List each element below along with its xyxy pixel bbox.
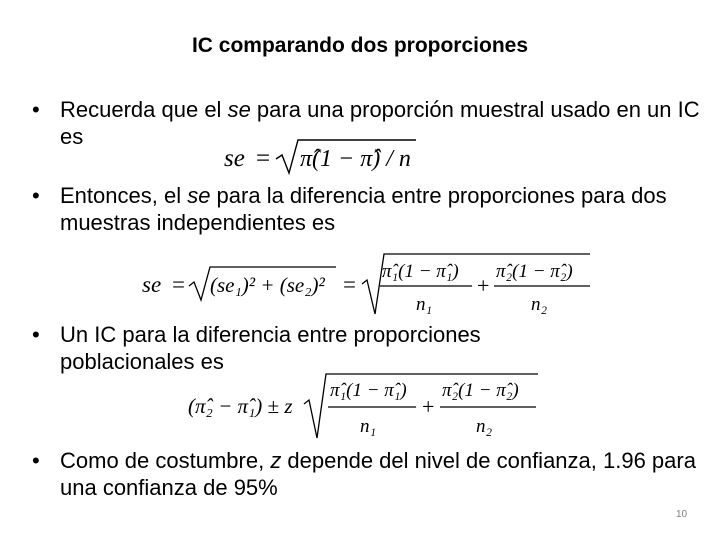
- fraction-2-numerator: π̂₂(1 − π̂₂): [496, 261, 573, 282]
- bullet-text: Recuerda que el se para una proporción muestral usado en un IC es: [60, 97, 700, 149]
- fraction-2-denominator: n₂: [531, 294, 548, 315]
- formula-radicand-se: (se₁)² + (se₂)²: [210, 273, 325, 297]
- formula-equals-2: =: [343, 272, 356, 297]
- fraction-1-numerator: π̂₁(1 − π̂₁): [382, 261, 459, 282]
- fraction-1-denominator: n₁: [360, 416, 377, 437]
- bullet-text: Como de costumbre, z depende del nivel de confianza, 1.96 para una confianza de 95%: [60, 448, 696, 500]
- bullet-marker: •: [32, 448, 40, 473]
- formula-se-diff: [140, 250, 600, 321]
- formula-radicand: π̂(1 − π̂) / n: [300, 146, 411, 172]
- formula-equals: =: [172, 272, 185, 297]
- formula-plus: +: [477, 273, 490, 298]
- bullet-marker: •: [32, 97, 40, 122]
- formula-lhs: se: [224, 145, 245, 172]
- bullet-text: Entonces, el se para la diferencia entre proporciones para dos muestras independientes es: [60, 183, 667, 235]
- bullet-ci: [32, 321, 592, 375]
- formula-equals: =: [256, 145, 271, 172]
- bullet-marker: •: [32, 322, 40, 347]
- formula-plus: +: [422, 394, 435, 419]
- formula-ci: [186, 368, 556, 445]
- fraction-2-numerator: π̂₂(1 − π̂₂): [442, 380, 519, 401]
- slide-title: IC comparando dos proporciones: [191, 34, 529, 57]
- bullet-marker: •: [32, 183, 40, 208]
- formula-se-single: [220, 137, 420, 182]
- page-number: 10: [676, 509, 688, 520]
- fraction-2-denominator: n₂: [476, 416, 493, 437]
- fraction-1-denominator: n₁: [416, 294, 433, 315]
- bullet-se-diff: [32, 182, 702, 236]
- formula-lhs: se: [142, 272, 162, 297]
- bullet-z: [32, 447, 702, 501]
- bullet-text: Un IC para la diferencia entre proporciones poblacionales es: [60, 322, 481, 374]
- fraction-1-numerator: π̂₁(1 − π̂₁): [330, 380, 407, 401]
- formula-lhs: (π̂₂ − π̂₁) ± z: [188, 394, 293, 418]
